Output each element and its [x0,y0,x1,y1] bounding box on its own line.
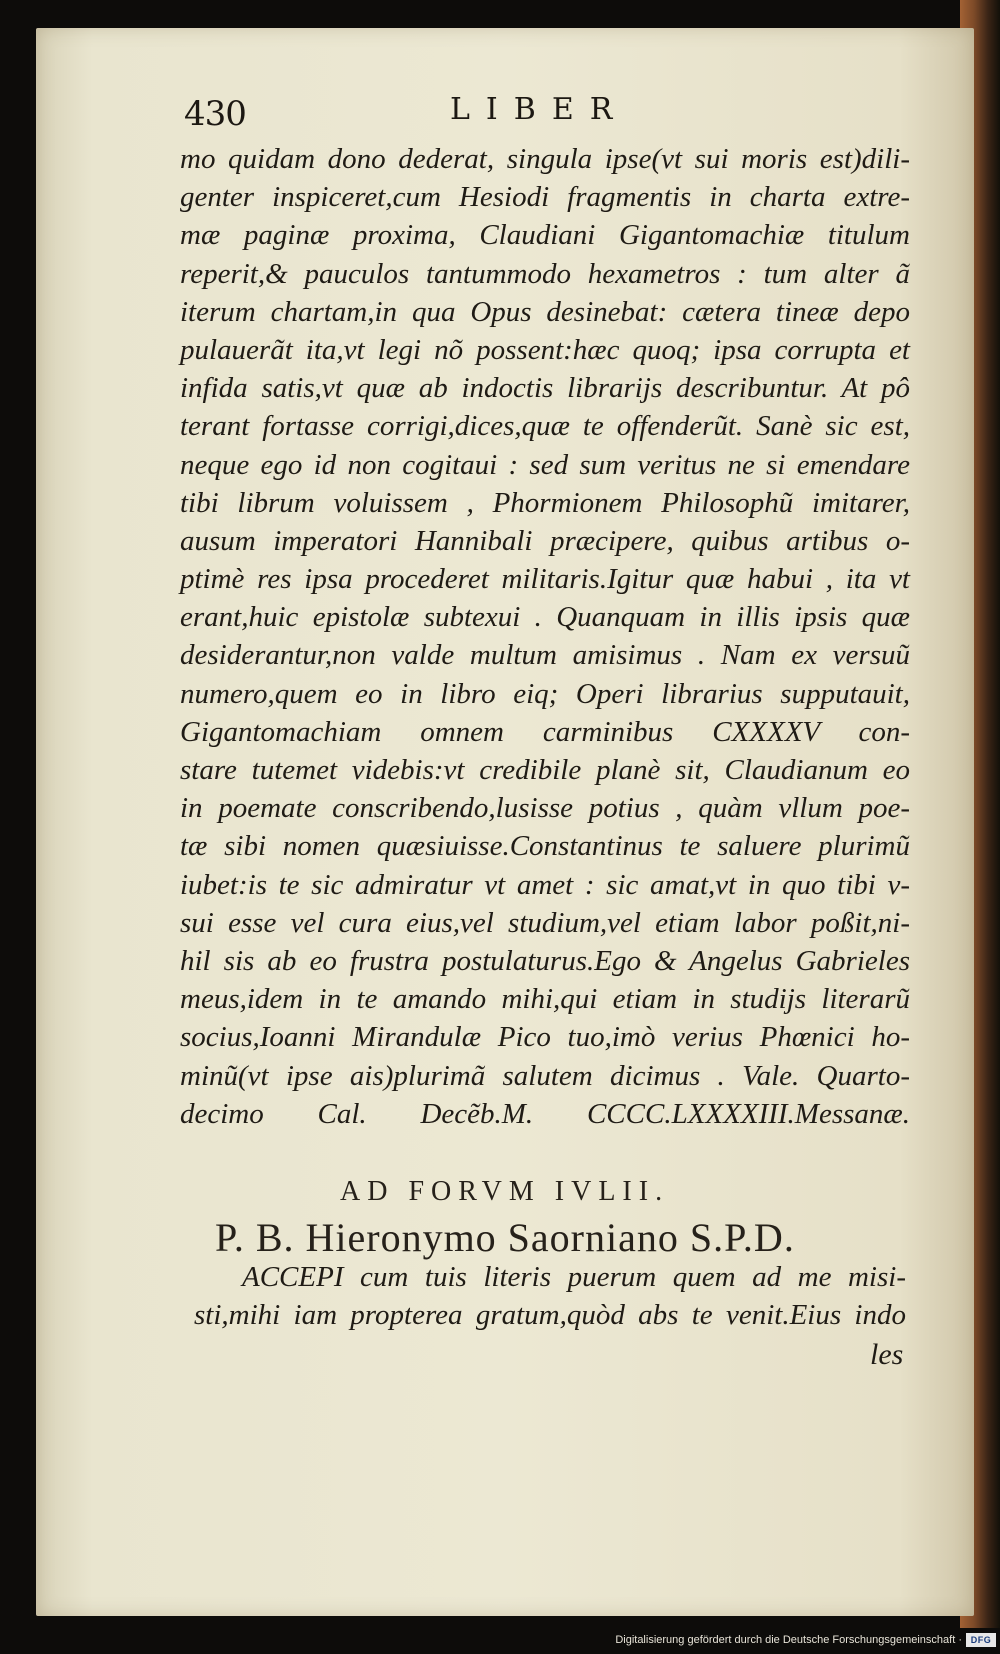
letter-text [194,1258,906,1334]
text-line: in poemate conscribendo,lusisse potius , quàm vllum poe- [180,792,910,825]
text-line: stare tutemet videbis:vt credibile planè sit, Claudianum eo [180,754,910,786]
text-line: sti,mihi iam propterea gratum,quòd abs te venit.Eius indo [194,1299,906,1332]
text-line: infida satis,vt quæ ab indoctis librarijs describuntur. At pô [180,372,910,405]
running-head: LIBER [450,92,629,127]
funding-notice: Digitalisierung gefördert durch die Deutsche Forschungsgemeinschaft · [615,1634,962,1646]
text-line: terant fortasse corrigi,dices,quæ te offenderũt. Sanè sic est, [180,410,910,443]
body-text [180,140,910,1133]
text-line: neque ego id non cogitaui : sed sum veritus ne si emendare [180,448,910,481]
text-line: numero,quem eo in libro eiq; Operi librarius supputauit, [180,677,910,710]
catchword: les [870,1338,904,1371]
text-line: minũ(vt ipse ais)plurimã salutem dicimus . Vale. Quarto- [180,1059,910,1092]
text-line: ausum imperatori Hannibali præcipere, quibus artibus o- [180,524,910,557]
text-line: genter inspiceret,cum Hesiodi fragmentis in charta extre- [180,181,910,214]
text-line: ptimè res ipsa procederet militaris.Igitur quæ habui , ita vt [180,563,910,596]
text-line: erant,huic epistolæ subtexui . Quanquam in illis ipsis quæ [180,601,910,634]
text-line: iterum chartam,in qua Opus desinebat: cætera tineæ depo [180,295,910,328]
text-line: mo quidam dono dederat, singula ipse(vt sui moris est)dili- [180,143,910,175]
text-line: tibi librum voluissem , Phormionem Philosophũ imitarer, [180,486,910,519]
letter-salutation: P. B. Hieronymo Saorniano S.P.D. [215,1215,795,1260]
page-number: 430 [184,94,246,134]
dfg-logo-icon: DFG [966,1633,996,1647]
text-line: ACCEPI cum tuis literis puerum quem ad me misi- [242,1261,906,1293]
text-line: desiderantur,non valde multum amisimus . Nam ex versuũ [180,639,910,672]
text-line: hil sis ab eo frustra postulaturus.Ego & Angelus Gabrieles [180,944,910,977]
text-line: mæ paginæ proxima, Claudiani Gigantomachiæ titulum [180,219,910,252]
text-line: Gigantomachiam omnem carminibus CXXXXV con- [180,715,910,748]
section-heading: AD FORVM IVLII. [340,1176,670,1207]
text-line: sui esse vel cura eius,vel studium,vel etiam labor poßit,ni- [180,906,910,939]
text-line: reperit,& pauculos tantummodo hexametros : tum alter ã [180,257,910,290]
text-line: meus,idem in te amando mihi,qui etiam in studijs literarũ [180,983,910,1016]
text-line: decimo Cal. Decẽb.M. CCCC.LXXXXIII.Messanæ. [180,1097,910,1130]
text-line: iubet:is te sic admiratur vt amet : sic amat,vt in quo tibi v- [180,868,910,901]
text-line: tæ sibi nomen quæsiuisse.Constantinus te saluere plurimũ [180,830,910,863]
text-line: pulauerãt ita,vt legi nõ possent:hæc quoq; ipsa corrupta et [180,333,910,366]
text-line: socius,Ioanni Mirandulæ Pico tuo,imò verius Phœnici ho- [180,1021,910,1054]
